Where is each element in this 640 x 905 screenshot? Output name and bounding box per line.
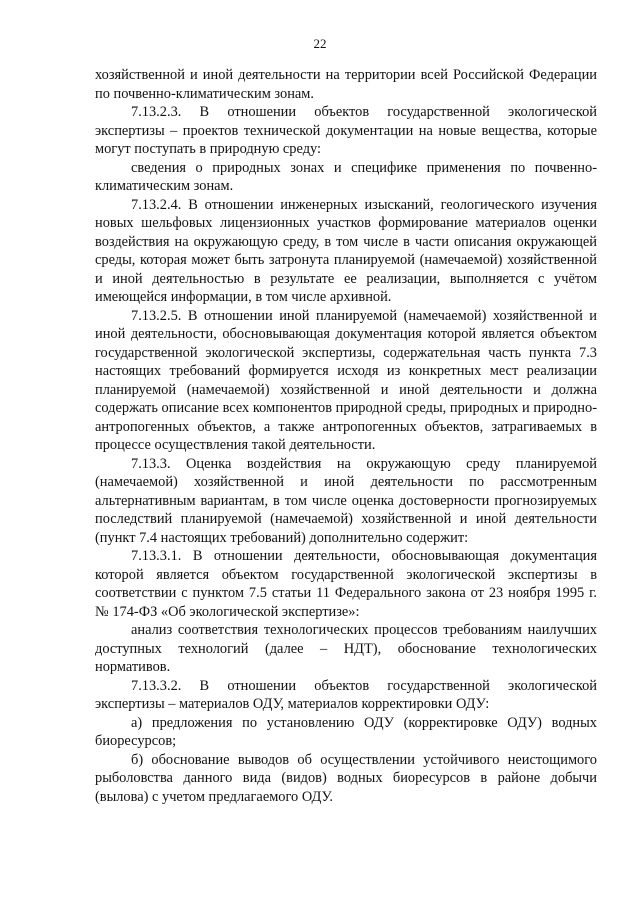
paragraph: а) предложения по установлению ОДУ (корректировке ОДУ) водных биоресурсов; xyxy=(95,714,597,749)
paragraph: б) обоснование выводов об осуществлении устойчивого неистощимого рыболовства данного вида (видов) водных биоресурсов в районе добычи (вылова) с учетом предлагаемого ОДУ. xyxy=(95,751,597,805)
paragraph: 7.13.2.5. В отношении иной планируемой (намечаемой) хозяйственной и иной деятельности, обосновывающая документация которой является объектом государственной экологической экспертизы, содержательная часть пункта 7.3 настоящих требований формируется исходя из конкретных мест реализации планируемой (намечаемой) хозяйственной и иной деятельности и должна содержать описание всех компонентов природной среды, природных и природно-антропогенных объектов, а также антропогенных объектов, затрагиваемых в процессе осуществления такой деятельности. xyxy=(95,307,597,453)
paragraph: хозяйственной и иной деятельности на территории всей Российской Федерации по почвенно-климатическим зонам. xyxy=(95,67,597,102)
paragraph: 7.13.2.3. В отношении объектов государственной экологической экспертизы – проектов технической документации на новые вещества, которые могут поступать в природную среду: xyxy=(95,104,597,157)
page-number: 22 xyxy=(313,36,327,51)
paragraph: 7.13.3. Оценка воздействия на окружающую среду планируемой (намечаемой) хозяйственной и иной деятельности по рассмотренным альтернативным вариантам, в том числе оценка достоверности прогнозируемых последствий планируемой (намечаемой) хозяйственной и иной деятельности (пункт 7.4 настоящих требований) дополнительно содержит: xyxy=(95,455,597,546)
paragraph: анализ соответствия технологических процессов требованиям наилучших доступных технологий (далее – НДТ), обоснование технологических нормативов. xyxy=(95,622,597,675)
paragraph: 7.13.2.4. В отношении инженерных изысканий, геологического изучения новых шельфовых лицензионных участков формирование материалов оценки воздействия на окружающую среду, в том числе в части описания окружающей среды, которая может быть затронута планируемой (намечаемой) хозяйственной и иной деятельностью в результате ее реализации, выполняется с учётом имеющейся информации, в том числе архивной. xyxy=(95,196,597,305)
paragraph: 7.13.3.1. В отношении деятельности, обосновывающая документация которой является объектом государственной экологической экспертизы в соответствии с пунктом 7.5 статьи 11 Федерального закона от 23 ноября 1995 г. № 174-ФЗ «Об экологической экспертизе»: xyxy=(95,548,597,620)
paragraph: сведения о природных зонах и специфике применения по почвенно-климатическим зонам. xyxy=(95,159,597,194)
paragraph: 7.13.3.2. В отношении объектов государственной экологической экспертизы – материалов ОДУ, материалов корректировки ОДУ: xyxy=(95,677,597,712)
document-body xyxy=(95,66,597,806)
